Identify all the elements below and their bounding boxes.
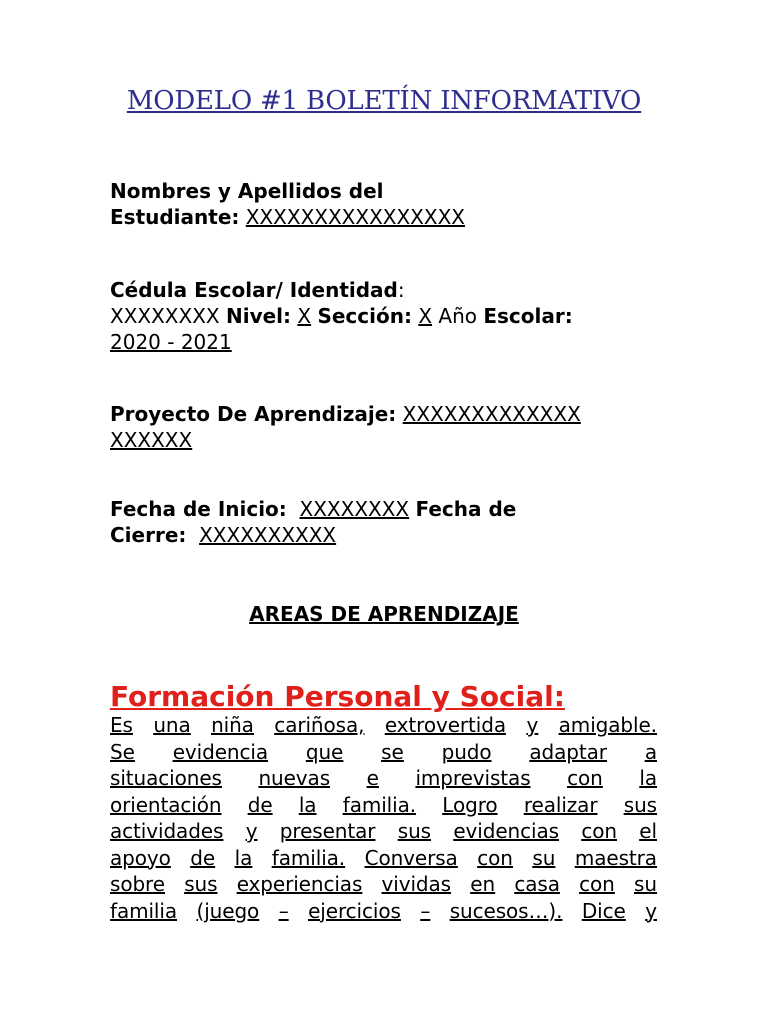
paragraph-line: familia (juego – ejercicios – sucesos…). Dice y <box>110 898 657 923</box>
student-name-value: XXXXXXXXXXXXXXXX <box>245 205 465 229</box>
paragraph-line: orientación de la familia. Logro realizar sus <box>110 792 657 817</box>
start-date-value: XXXXXXXX <box>299 497 410 521</box>
project-block <box>110 401 660 453</box>
level-value: X <box>297 304 312 328</box>
id-value: XXXXXXXX <box>110 304 220 328</box>
id-label: Cédula Escolar/ Identidad <box>110 278 398 302</box>
end-date-label-part2: Cierre: <box>110 523 187 547</box>
section-paragraph <box>110 712 657 924</box>
student-label-line1: Nombres y Apellidos del <box>110 179 384 203</box>
dates-block <box>110 496 660 548</box>
school-year-value: 2020 - 2021 <box>110 330 232 354</box>
id-label-colon: : <box>397 278 405 302</box>
paragraph-line: sobre sus experiencias vividas en casa con su <box>110 872 657 896</box>
paragraph-line: Se evidencia que se pudo adaptar a <box>110 739 657 764</box>
year-word: Año <box>438 304 477 328</box>
school-label: Escolar: <box>483 304 573 328</box>
id-block <box>110 277 660 355</box>
section-label: Sección: <box>317 304 412 328</box>
student-label-line2: Estudiante: <box>110 205 240 229</box>
end-date-value: XXXXXXXXXX <box>199 523 337 547</box>
paragraph-line: actividades y presentar sus evidencias con el <box>110 819 657 843</box>
start-date-label: Fecha de Inicio: <box>110 497 287 521</box>
student-block <box>110 178 660 230</box>
project-value-line1: XXXXXXXXXXXXX <box>402 402 581 426</box>
paragraph-line: Es una niña cariñosa, extrovertida y amigable. <box>110 713 657 737</box>
areas-heading: AREAS DE APRENDIZAJE <box>249 602 519 626</box>
end-date-label-part1: Fecha de <box>415 497 517 521</box>
level-label: Nivel: <box>225 304 292 328</box>
section-value: X <box>418 304 433 328</box>
section-title: Formación Personal y Social: <box>110 680 565 713</box>
project-value-line2: XXXXXX <box>110 428 193 452</box>
paragraph-line: situaciones nuevas e imprevistas con la <box>110 766 657 790</box>
project-label: Proyecto De Aprendizaje: <box>110 402 397 426</box>
paragraph-line: apoyo de la familia. Conversa con su maestra <box>110 845 657 870</box>
document-title: MODELO #1 BOLETÍN INFORMATIVO <box>126 86 642 116</box>
